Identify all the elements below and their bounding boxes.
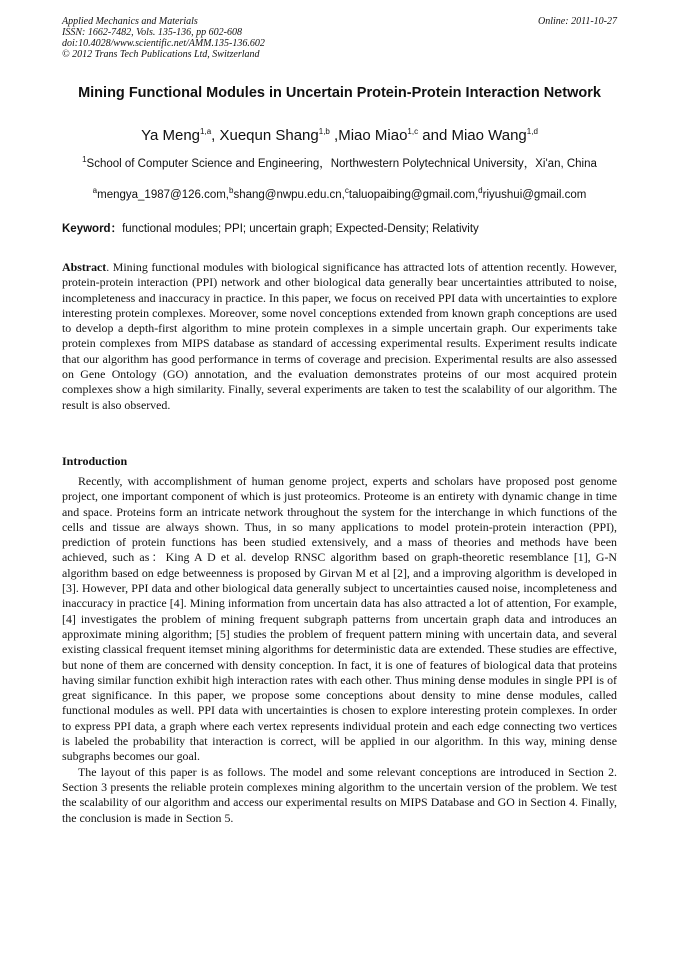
paper-title: Mining Functional Modules in Uncertain Protein-Protein Interaction Network [78,85,601,101]
section-heading-introduction: Introduction [62,454,128,468]
paragraph: Recently, with accomplishment of human genome project, experts and scholars have proposed post genome project, one important component of which is just proteomics. Proteome is an entirety with dynamic change in time and space. Proteins form an intricate network throughout the system for the interchange in which functions of the cells and tissue are always shown. Thus, in so many applications to model protein-protein interaction (PPI), prediction of protein functions has been studied extensively, and a mass of theories and methods have been achieved, such as：King A D et al. develop RNSC algorithm based on graph-theoretic resemblance [1], G-N algorithm based on edge betweenness is proposed by Girvan M et al [2], and a improving algorithm is developed in [3]. However, PPI data and other biological data generally subject to uncertainties caused noise, incompleteness and inaccuracy in practice [4]. Mining information from uncertain data has also attracted a lot of attention, For example, [4] investigates the problem of mining frequent subgraph patterns from uncertain graph data and introduces an approximate mining algorithm; [5] studies the problem of frequent pattern mining with uncertain data, and several existing classical frequent itemset mining algorithms for deterministic data are extended. These studies are effective, but none of them are concerned with density conception. In fact, it is one of features of biological data that proteins having similar function exhibit high interaction rates with each other. Thus mining dense modules in single PPI is of great significance. In this paper, we propose some conceptions about density to mine dense modules, called functional modules as well. PPI data with uncertainties is chosen to explore interesting protein complexes. In order to express PPI data, a graph where each vertex represents individual protein and each edge connecting two vertices is labeled the probability that interaction is correct, will be applied in our algorithm. In this way, mining dense subgraphs becomes our goal. [62,474,617,764]
email-link[interactable]: riyushui@gmail.com [482,189,587,201]
keywords [62,222,617,237]
abstract-label: Abstract [62,260,107,274]
affiliation-mark: 1 [82,155,87,165]
author-affil-mark: 1,a [200,127,212,136]
author-affil-mark: 1,d [526,127,538,136]
author-affil-mark: 1,b [318,127,330,136]
affiliation [62,157,617,172]
author-list: Ya Meng$^{1,a}$, Xuequn Shang$^{1,b}$ ,Miao Miao$^{1,c}$ and Miao Wang$^{1,d}$ [141,127,538,144]
author-name: Ya Meng [141,127,201,144]
introduction-body [62,474,617,826]
author-name: Miao Wang [451,127,527,144]
email-link[interactable]: shang@nwpu.edu.cn, [233,189,345,201]
paragraph: The layout of this paper is as follows. The model and some relevant conceptions are introduced in Section 2. Section 3 presents the reliable protein complexes mining algorithm to the uncertain version of the problem. We test the scalability of our algorithm and access our experimental results on MIPS Database and GO in Section 4. Finally, the conclusion is made in Section 5. [62,764,617,825]
email-mark: d [478,186,483,196]
journal-name: Applied Mechanics and Materials [62,16,198,27]
email-mark: a [92,186,98,196]
author-emails [62,188,617,203]
affiliation-text: School of Computer Science and Engineering，Northwestern Polytechnical University，Xi'an, China [86,158,597,170]
online-date: Online: 2011-10-27 [538,16,617,27]
keywords-label: Keyword： [62,223,123,235]
abstract-text: . Mining functional modules with biological significance has attracted lots of attention recently. However, protein-protein interaction (PPI) network and other biological data generally bear uncertainties attributed to noise, incompleteness and inaccuracy in practice. In this paper, we focus on received PPI data with uncertainties to explore interesting protein complexes. Moreover, some novel conceptions extended from known graph conceptions are used to develop a depth-first algorithm to mine protein complexes in a simple uncertain graph. Our experiments take protein complexes from MIPS database as standard of accessing experimental results. Experiment results indicate that our algorithm has good performance in terms of coverage and precision. Experimental results are also assessed on Gene Ontology (GO) annotation, and the evaluation demonstrates proteins of our most acquired protein complexes show a high similarity. Finally, several experiments are taken to test the scalability of our algorithm. The result is also observed. [62,260,617,412]
email-link[interactable]: taluopaibing@gmail.com, [348,189,479,201]
abstract [62,260,617,413]
journal-info [62,16,617,60]
email-mark: b [229,186,234,196]
author-name: Miao Miao [338,127,408,144]
author-conjunction: and [422,127,448,144]
journal-header [62,16,617,60]
journal-doi: doi:10.4028/www.scientific.net/AMM.135-136.602 [62,38,265,49]
author-name: Xuequn Shang [219,127,319,144]
journal-copyright: © 2012 Trans Tech Publications Ltd, Switzerland [62,49,260,60]
email-mark: c [344,186,349,196]
keywords-text: functional modules; PPI; uncertain graph; Expected-Density; Relativity [122,223,479,235]
author-affil-mark: 1,c [407,127,419,136]
journal-issn: ISSN: 1662-7482, Vols. 135-136, pp 602-608 [62,27,242,38]
email-link[interactable]: mengya_1987@126.com, [97,189,229,201]
